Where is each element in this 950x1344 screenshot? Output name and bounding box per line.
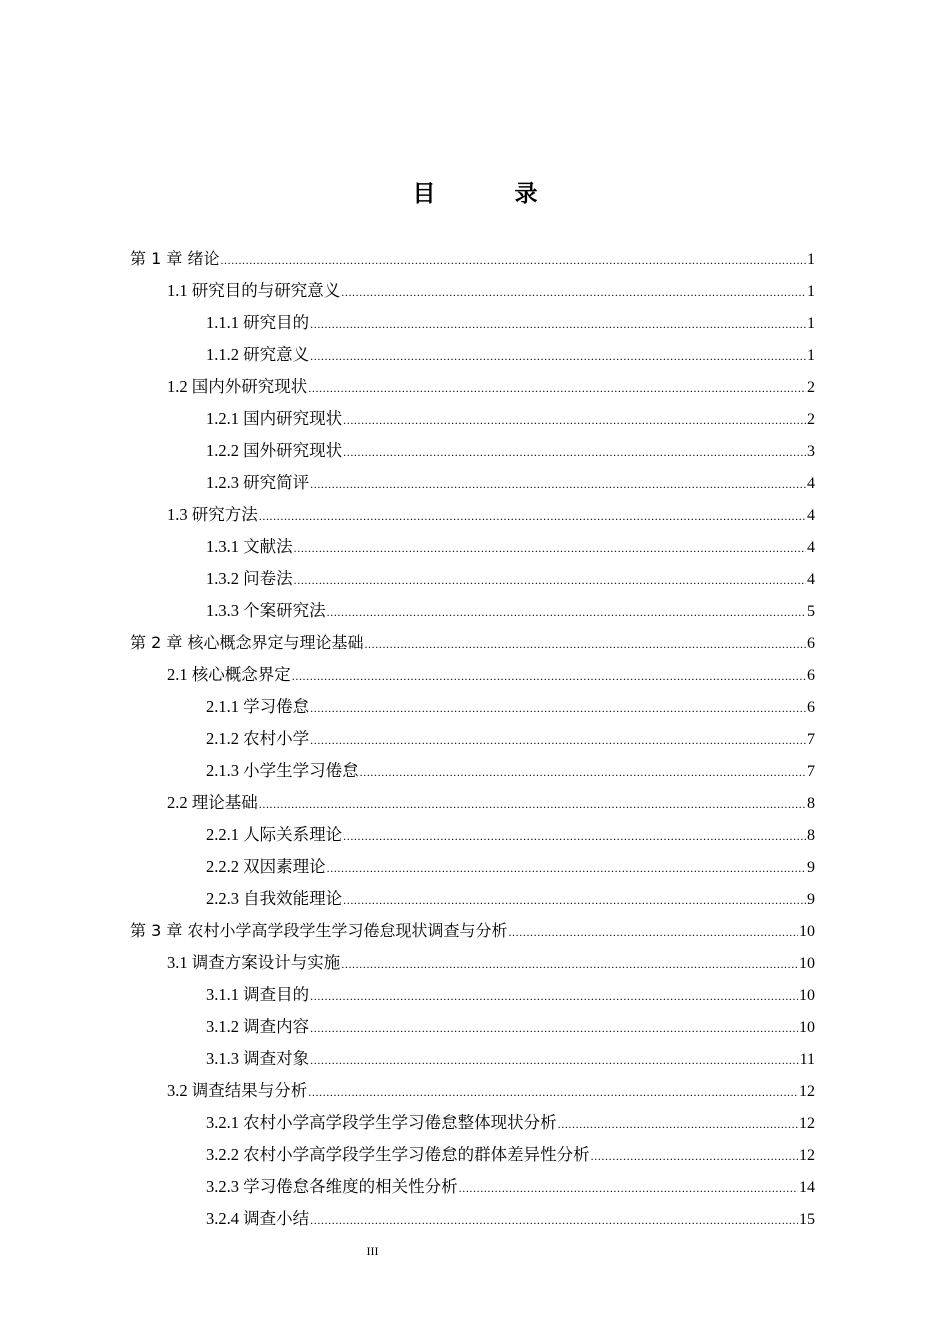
dot-leader [292, 660, 806, 692]
toc-entry-page: 2 [807, 379, 815, 396]
table-of-contents [0, 243, 950, 1235]
toc-entry-page: 1 [807, 283, 815, 300]
toc-entry-page: 3 [807, 443, 815, 460]
toc-entry-page: 11 [799, 1051, 815, 1068]
toc-entry-page: 4 [807, 475, 815, 492]
toc-entry-page: 8 [807, 795, 815, 812]
toc-entry-title: 1.2.2 国外研究现状 [206, 441, 343, 460]
toc-entry-page: 4 [807, 539, 815, 556]
dot-leader [310, 468, 806, 500]
toc-entry-title: 1.3.1 文献法 [206, 537, 293, 556]
toc-entry[interactable] [0, 307, 950, 339]
toc-entry[interactable] [0, 499, 950, 531]
toc-entry[interactable] [0, 1107, 950, 1139]
toc-entry-page: 8 [807, 827, 815, 844]
dot-leader [310, 1012, 798, 1044]
toc-entry-title: 1.2.1 国内研究现状 [206, 409, 343, 428]
dot-leader [343, 884, 806, 916]
dot-leader [220, 244, 806, 276]
toc-entry-title: 3.2.3 学习倦怠各维度的相关性分析 [206, 1177, 458, 1196]
toc-entry-title: 2.1 核心概念界定 [167, 665, 291, 684]
toc-entry-title: 3.1.3 调查对象 [206, 1049, 310, 1068]
toc-entry[interactable] [0, 275, 950, 307]
toc-entry[interactable] [0, 755, 950, 787]
dot-leader [259, 500, 806, 532]
toc-entry-title: 1.1.2 研究意义 [206, 345, 310, 364]
toc-entry-title: 2.1.3 小学生学习倦怠 [206, 761, 359, 780]
toc-entry[interactable] [0, 243, 950, 275]
dot-leader [294, 564, 806, 596]
page-title: 目 录 [412, 181, 566, 207]
toc-entry[interactable] [0, 851, 950, 883]
toc-entry[interactable] [0, 1075, 950, 1107]
toc-entry-page: 10 [799, 955, 815, 972]
dot-leader [591, 1140, 798, 1172]
dot-leader [310, 724, 806, 756]
toc-entry-page: 12 [799, 1115, 815, 1132]
toc-entry-page: 10 [799, 923, 815, 940]
dot-leader [341, 948, 798, 980]
toc-entry[interactable] [0, 1171, 950, 1203]
toc-entry-page: 2 [807, 411, 815, 428]
toc-entry[interactable] [0, 1011, 950, 1043]
dot-leader [343, 404, 806, 436]
toc-entry-page: 9 [807, 891, 815, 908]
dot-leader [308, 372, 806, 404]
toc-entry-title: 1.3.2 问卷法 [206, 569, 293, 588]
toc-entry-page: 12 [799, 1147, 815, 1164]
toc-entry-title: 2.2.1 人际关系理论 [206, 825, 343, 844]
toc-entry[interactable] [0, 659, 950, 691]
toc-entry-page: 10 [799, 1019, 815, 1036]
page-number: III [366, 1244, 379, 1258]
toc-entry-title: 1.1.1 研究目的 [206, 313, 310, 332]
toc-entry[interactable] [0, 787, 950, 819]
toc-entry-title: 第 1 章 绪论 [130, 249, 220, 268]
dot-leader [310, 692, 806, 724]
toc-entry-title: 2.2.3 自我效能理论 [206, 889, 343, 908]
toc-entry-title: 2.1.1 学习倦怠 [206, 697, 310, 716]
dot-leader [310, 980, 798, 1012]
dot-leader [508, 916, 798, 948]
dot-leader [310, 1044, 798, 1076]
dot-leader [310, 340, 806, 372]
dot-leader [310, 308, 806, 340]
toc-entry-page: 9 [807, 859, 815, 876]
toc-entry[interactable] [0, 371, 950, 403]
toc-entry-title: 1.1 研究目的与研究意义 [167, 281, 341, 300]
dot-leader [360, 756, 806, 788]
toc-entry-title: 3.2.4 调查小结 [206, 1209, 310, 1228]
toc-entry-page: 4 [807, 571, 815, 588]
toc-entry[interactable] [0, 883, 950, 915]
dot-leader [343, 820, 806, 852]
toc-entry-page: 6 [807, 635, 815, 652]
toc-entry-title: 1.2.3 研究简评 [206, 473, 310, 492]
dot-leader [327, 596, 806, 628]
toc-entry-title: 3.1.1 调查目的 [206, 985, 310, 1004]
toc-entry-title: 第 3 章 农村小学高学段学生学习倦怠现状调查与分析 [130, 921, 508, 940]
toc-entry-title: 1.3.3 个案研究法 [206, 601, 326, 620]
toc-entry-page: 10 [799, 987, 815, 1004]
toc-entry-page: 7 [807, 731, 815, 748]
toc-entry-title: 3.2.2 农村小学高学段学生学习倦怠的群体差异性分析 [206, 1145, 590, 1164]
dot-leader [341, 276, 806, 308]
toc-entry-title: 2.2 理论基础 [167, 793, 258, 812]
toc-entry-title: 3.1 调查方案设计与实施 [167, 953, 341, 972]
dot-leader [327, 852, 806, 884]
toc-entry[interactable] [0, 979, 950, 1011]
toc-entry[interactable] [0, 595, 950, 627]
toc-entry-title: 2.1.2 农村小学 [206, 729, 310, 748]
toc-entry[interactable] [0, 915, 950, 947]
toc-entry-page: 7 [807, 763, 815, 780]
toc-entry[interactable] [0, 467, 950, 499]
dot-leader [308, 1076, 798, 1108]
toc-entry[interactable] [0, 691, 950, 723]
dot-leader [558, 1108, 798, 1140]
toc-entry[interactable] [0, 627, 950, 659]
toc-entry[interactable] [0, 819, 950, 851]
toc-entry-title: 1.3 研究方法 [167, 505, 258, 524]
toc-entry-page: 12 [799, 1083, 815, 1100]
toc-entry-title: 3.1.2 调查内容 [206, 1017, 310, 1036]
toc-entry[interactable] [0, 339, 950, 371]
toc-entry-page: 15 [799, 1211, 815, 1228]
toc-entry-title: 1.2 国内外研究现状 [167, 377, 308, 396]
toc-entry-page: 4 [807, 507, 815, 524]
dot-leader [343, 436, 806, 468]
toc-entry-title: 2.2.2 双因素理论 [206, 857, 326, 876]
toc-entry[interactable] [0, 947, 950, 979]
dot-leader [259, 788, 806, 820]
dot-leader [310, 1204, 798, 1236]
toc-entry-page: 14 [799, 1179, 815, 1196]
toc-entry-page: 1 [807, 251, 815, 268]
toc-entry[interactable] [0, 1139, 950, 1171]
dot-leader [459, 1172, 798, 1204]
dot-leader [294, 532, 806, 564]
toc-entry-title: 3.2 调查结果与分析 [167, 1081, 308, 1100]
toc-entry[interactable] [0, 531, 950, 563]
toc-entry-page: 1 [807, 347, 815, 364]
toc-entry-page: 5 [807, 603, 815, 620]
toc-entry[interactable] [0, 403, 950, 435]
toc-entry-title: 3.2.1 农村小学高学段学生学习倦怠整体现状分析 [206, 1113, 557, 1132]
toc-entry[interactable] [0, 435, 950, 467]
toc-entry-page: 1 [807, 315, 815, 332]
dot-leader [364, 628, 806, 660]
toc-entry[interactable] [0, 563, 950, 595]
toc-entry[interactable] [0, 1203, 950, 1235]
toc-entry-title: 第 2 章 核心概念界定与理论基础 [130, 633, 364, 652]
toc-entry-page: 6 [807, 667, 815, 684]
toc-entry[interactable] [0, 1043, 950, 1075]
toc-entry[interactable] [0, 723, 950, 755]
toc-entry-page: 6 [807, 699, 815, 716]
